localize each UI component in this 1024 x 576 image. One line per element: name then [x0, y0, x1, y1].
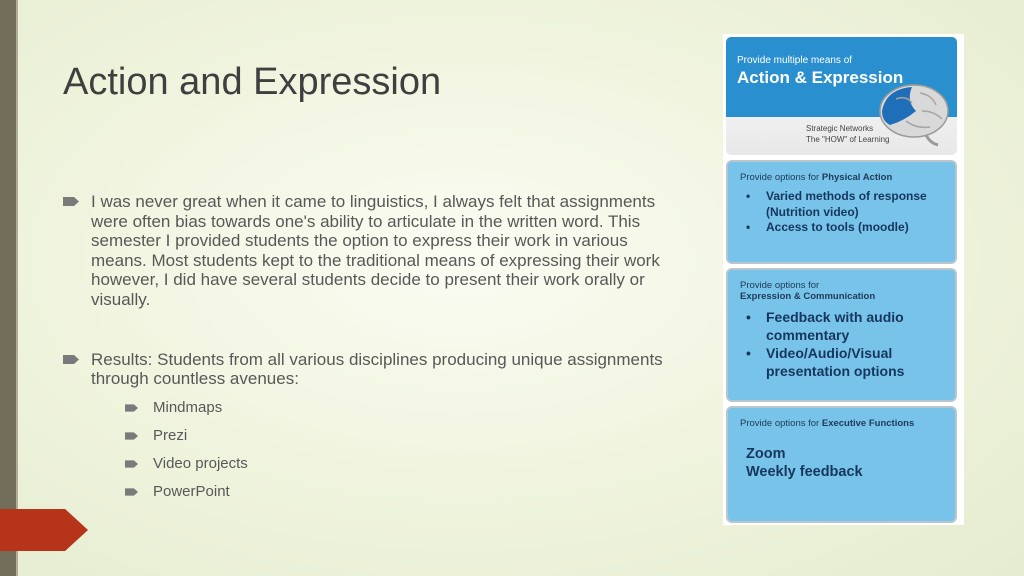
sub-item: [125, 427, 663, 445]
network-line-2: The "HOW" of Learning: [806, 135, 890, 144]
physical-action-heading: Provide options for Physical Action: [740, 172, 893, 183]
udl-graphic: [723, 34, 964, 525]
expression-item: • Video/Audio/Visual presentation options: [746, 345, 905, 379]
sub-item-text: Video projects: [153, 454, 248, 472]
sub-item-text: Prezi: [153, 426, 188, 444]
bullet-item: [63, 192, 663, 310]
slide-title: Action and Expression: [63, 61, 442, 103]
bullet-text: Results: Students from all various disciplines producing unique assignments through countless avenues:: [91, 349, 663, 389]
sidebar-highlight: [16, 0, 18, 576]
executive-card: [726, 406, 957, 523]
arrow-bullet-icon: [63, 355, 79, 364]
udl-header-card: [726, 37, 957, 155]
accent-arrow-shape: [0, 509, 88, 551]
physical-action-item: • Access to tools (moodle): [746, 220, 909, 234]
arrow-bullet-icon: [125, 404, 138, 412]
left-sidebar-bar: [0, 0, 16, 576]
expression-item: • Feedback with audio commentary: [746, 309, 904, 343]
network-label: [806, 123, 890, 145]
bullet-list: [63, 192, 663, 511]
expression-heading: Provide options for Expression & Communication: [740, 280, 876, 302]
udl-header-small: Provide multiple means of: [737, 55, 853, 66]
sub-item-text: PowerPoint: [153, 482, 230, 500]
physical-action-card: [726, 160, 957, 264]
expression-list: [728, 308, 955, 380]
executive-line: Weekly feedback: [746, 464, 863, 480]
arrow-bullet-icon: [63, 197, 79, 206]
sub-list: [125, 399, 663, 501]
expression-card: [726, 268, 957, 402]
sub-item: [125, 455, 663, 473]
executive-line: Zoom: [746, 446, 786, 462]
sub-item: [125, 483, 663, 501]
udl-header-title: Action & Expression: [737, 68, 904, 87]
physical-action-list: [728, 189, 955, 236]
executive-heading: Provide options for Executive Functions: [740, 418, 915, 429]
physical-action-item: • Varied methods of response (Nutrition video): [746, 189, 927, 219]
arrow-bullet-icon: [125, 460, 138, 468]
sub-item: [125, 399, 663, 417]
bullet-item: [63, 350, 663, 501]
sub-item-text: Mindmaps: [153, 398, 223, 416]
arrow-bullet-icon: [125, 432, 138, 440]
executive-lines: [728, 429, 955, 481]
network-line-1: Strategic Networks: [806, 124, 874, 133]
bullet-text: I was never great when it came to linguistics, I always felt that assignments were often bias towards one's ability to articulate in the written word. This semester I provided students the option to express their work in various means. Most students kept to the traditional means of expressing their work however, I did have several students decide to present their work orally or visually.: [91, 192, 660, 309]
arrow-bullet-icon: [125, 488, 138, 496]
